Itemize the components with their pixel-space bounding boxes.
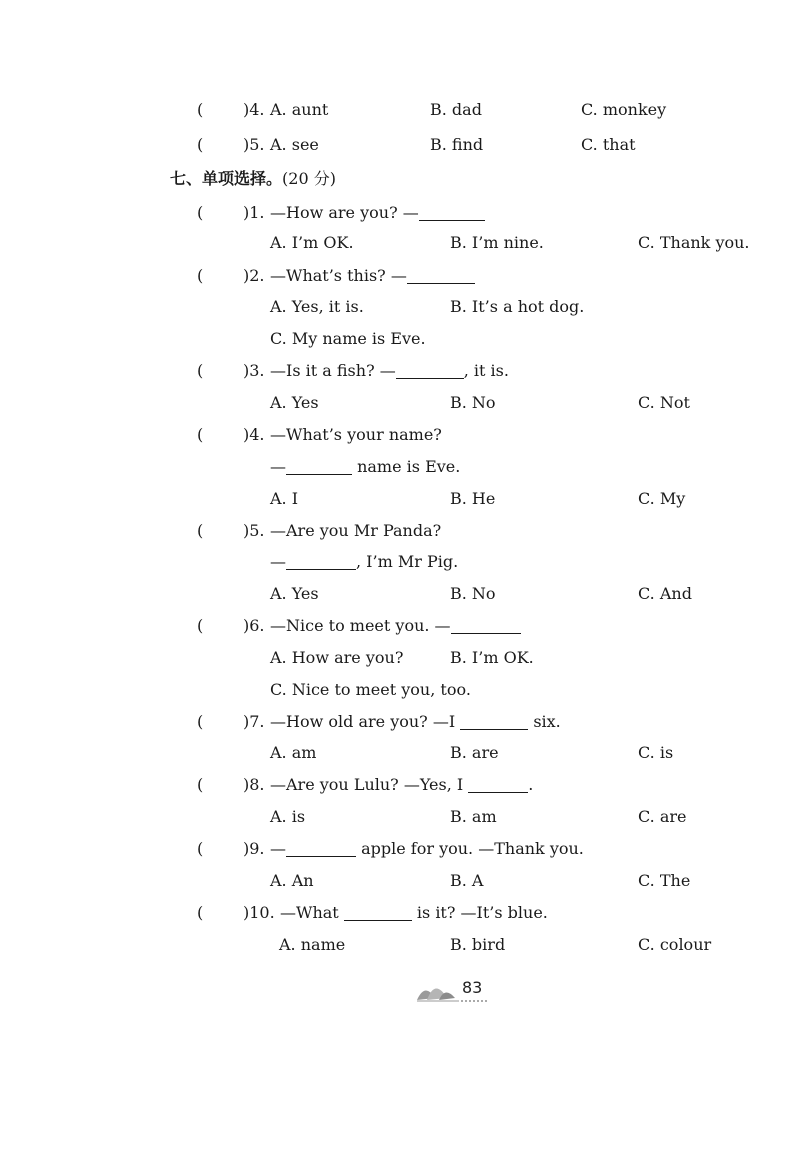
question-number: )10. [243, 903, 275, 922]
question-text: —Nice to meet you. — [270, 614, 521, 638]
option-c: C. My name is Eve. [270, 329, 426, 348]
option-a: A. Yes [270, 584, 319, 603]
answer-blank [468, 776, 528, 793]
answer-blank [419, 204, 485, 221]
option-a: A. am [270, 743, 317, 762]
question-number: )9. [243, 839, 265, 858]
option-b: B. I’m OK. [450, 648, 534, 667]
answer-blank [286, 458, 352, 475]
option-a: A. see [270, 135, 319, 154]
question-6-options-2 [0, 678, 800, 702]
question-text: —What’s this? — [270, 264, 475, 288]
question-number: )8. [243, 775, 265, 794]
section-heading [170, 167, 336, 191]
sydney-opera-house-logo-icon [415, 976, 495, 1004]
question-text: —How old are you? —I six. [270, 712, 561, 731]
question-number: )2. [243, 266, 265, 285]
option-c: C. And [638, 584, 692, 603]
question-number: )4. [243, 425, 265, 444]
answer-paren: ( [197, 266, 204, 285]
question-10 [0, 901, 800, 925]
question-5 [0, 519, 800, 543]
question-text: —Is it a fish? — , it is. [270, 361, 509, 380]
option-b: B. He [450, 489, 496, 508]
answer-paren: ( [197, 616, 204, 635]
question-1 [0, 201, 800, 225]
question-5-response [0, 550, 800, 574]
answer-blank [396, 362, 464, 379]
option-b: B. bird [450, 935, 506, 954]
option-b: B. find [430, 135, 484, 154]
option-a: A. I [270, 489, 299, 508]
option-b: B. dad [430, 100, 482, 119]
answer-blank [451, 617, 521, 634]
option-b: B. am [450, 807, 497, 826]
option-a: A. I’m OK. [270, 233, 354, 252]
answer-paren: ( [197, 135, 204, 154]
option-c: C. Not [638, 393, 690, 412]
question-text: —What is it? —It’s blue. [280, 903, 548, 922]
option-a: A. How are you? [270, 648, 404, 667]
question-text: — apple for you. —Thank you. [270, 839, 584, 858]
page-number: 83 [462, 978, 483, 997]
question-text: — , I’m Mr Pig. [270, 552, 459, 571]
question-number: )1. [243, 203, 265, 222]
option-c: C. Thank you. [638, 233, 750, 252]
question-2 [0, 264, 800, 288]
question-2-options-2 [0, 327, 800, 351]
option-b: B. A [450, 871, 484, 890]
question-text: —How are you? — [270, 201, 485, 225]
answer-paren: ( [197, 361, 204, 380]
question-number: )6. [243, 616, 265, 635]
question-number: )3. [243, 361, 265, 380]
question-4-options [0, 487, 800, 511]
section-points: (20 分) [282, 169, 336, 188]
question-7-options [0, 741, 800, 765]
option-a: A. name [279, 935, 346, 954]
option-c: C. Nice to meet you, too. [270, 680, 471, 699]
question-text: —What’s your name? [270, 425, 442, 444]
answer-paren: ( [197, 839, 204, 858]
option-b: B. No [450, 584, 496, 603]
question-number: )5. [243, 135, 265, 154]
question-number: )7. [243, 712, 265, 731]
question-7 [0, 710, 800, 734]
question-3-options [0, 391, 800, 415]
question-text: —Are you Mr Panda? [270, 521, 442, 540]
prev-question-4 [0, 98, 800, 122]
answer-paren: ( [197, 521, 204, 540]
option-c: C. that [581, 135, 636, 154]
answer-blank [407, 267, 475, 284]
option-a: A. is [270, 807, 306, 826]
answer-paren: ( [197, 903, 204, 922]
option-a: A. Yes, it is. [270, 297, 364, 316]
answer-blank [344, 904, 412, 921]
question-10-options [0, 933, 800, 957]
prev-question-5 [0, 133, 800, 157]
option-b: B. are [450, 743, 499, 762]
option-a: A. An [270, 871, 314, 890]
answer-blank [286, 553, 356, 570]
question-6 [0, 614, 800, 638]
option-a: A. Yes [270, 393, 319, 412]
option-b: B. No [450, 393, 496, 412]
option-a: A. aunt [270, 100, 329, 119]
question-5-options [0, 582, 800, 606]
option-c: C. colour [638, 935, 712, 954]
question-8-options [0, 805, 800, 829]
question-2-options [0, 295, 800, 319]
section-title: 七、单项选择。 [170, 169, 283, 188]
question-number: )5. [243, 521, 265, 540]
option-b: B. I’m nine. [450, 233, 544, 252]
option-c: C. are [638, 807, 687, 826]
question-4 [0, 423, 800, 447]
option-b: B. It’s a hot dog. [450, 297, 585, 316]
question-number: )4. [243, 100, 265, 119]
question-9-options [0, 869, 800, 893]
option-c: C. My [638, 489, 686, 508]
question-1-options [0, 231, 800, 255]
answer-paren: ( [197, 425, 204, 444]
answer-blank [286, 840, 356, 857]
option-c: C. monkey [581, 100, 667, 119]
question-text: — name is Eve. [270, 457, 461, 476]
question-6-options [0, 646, 800, 670]
question-8 [0, 773, 800, 797]
answer-paren: ( [197, 100, 204, 119]
answer-paren: ( [197, 712, 204, 731]
question-4-response [0, 455, 800, 479]
answer-blank [460, 713, 528, 730]
question-9 [0, 837, 800, 861]
answer-paren: ( [197, 775, 204, 794]
question-text: —Are you Lulu? —Yes, I . [270, 775, 534, 794]
answer-paren: ( [197, 203, 204, 222]
question-3 [0, 359, 800, 383]
option-c: C. The [638, 871, 691, 890]
option-c: C. is [638, 743, 674, 762]
